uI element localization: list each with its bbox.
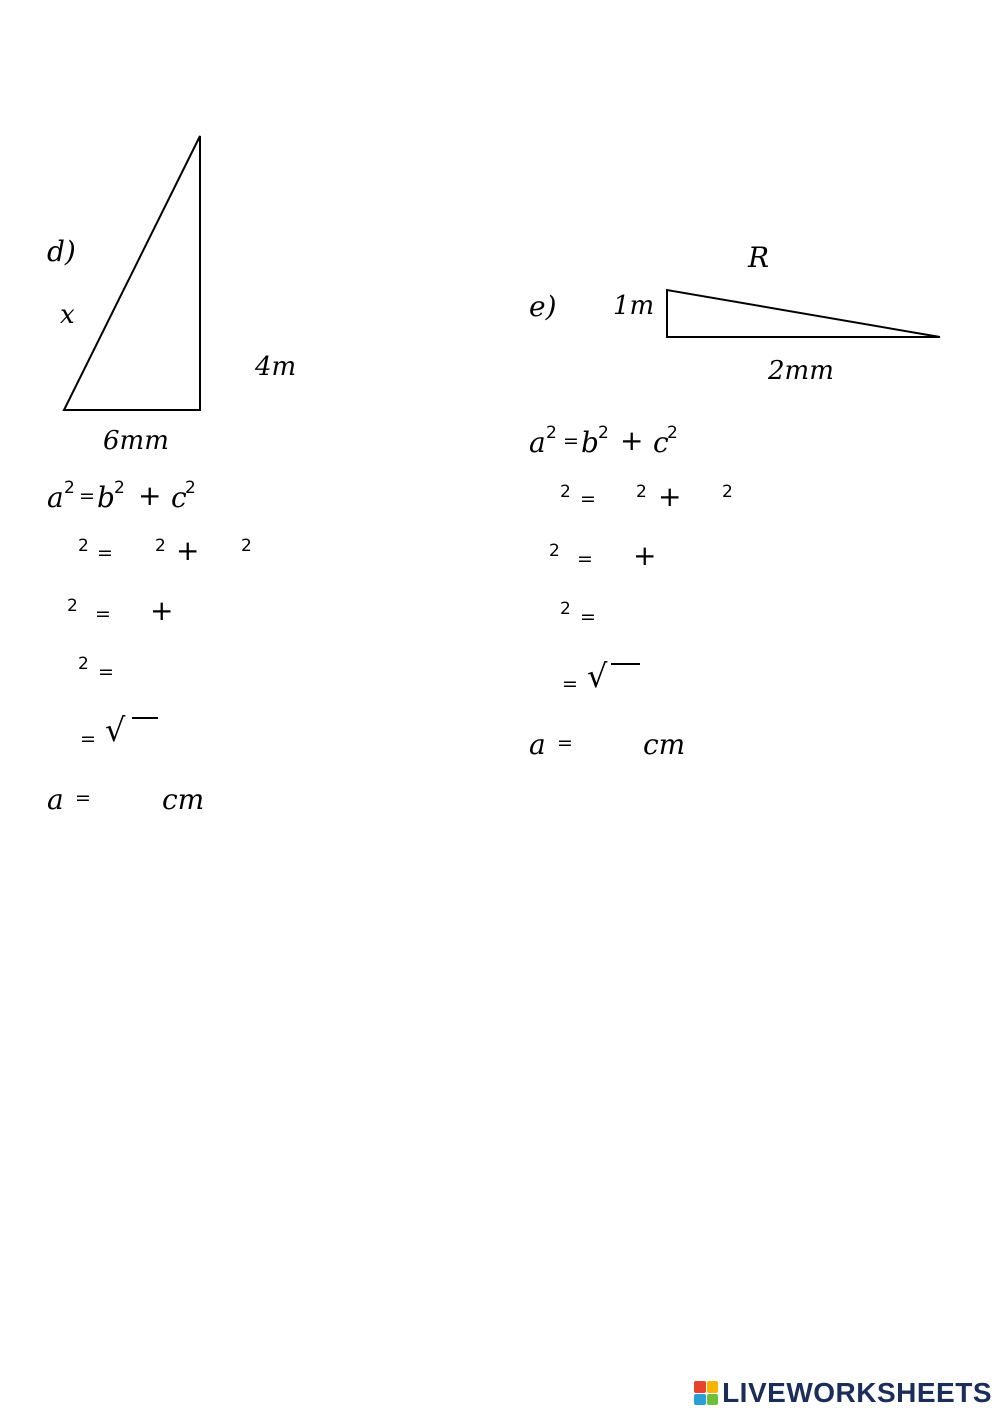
step-exp: 2 (241, 536, 252, 556)
step-exp: 2 (722, 482, 733, 502)
formula-c-exp: 2 (667, 423, 678, 443)
brand-name: LIVEWORKSHEETS (722, 1377, 992, 1408)
triangle-e (667, 290, 940, 337)
sqrt-icon: √ (587, 657, 608, 695)
triangle-d (64, 136, 200, 410)
formula-b: b (581, 426, 599, 459)
formula-c-exp: 2 (185, 478, 196, 498)
formula-a: a (529, 426, 546, 459)
liveworksheets-logo-icon (694, 1381, 718, 1405)
step-eq: = (580, 488, 596, 510)
formula-plus: + (138, 479, 162, 512)
step-eq: = (80, 728, 96, 750)
step-exp: 2 (155, 536, 166, 556)
liveworksheets-footer[interactable] (694, 1376, 992, 1410)
result-var: a (47, 783, 64, 816)
result-eq: = (557, 732, 573, 754)
formula-b: b (97, 481, 115, 514)
formula-c: c (171, 481, 187, 514)
logo-square (707, 1394, 719, 1406)
step-exp: 2 (636, 482, 647, 502)
side-short-label: 1m (613, 291, 655, 321)
step-exp: 2 (78, 654, 89, 674)
formula-b-exp: 2 (114, 478, 125, 498)
step-exp: 2 (78, 536, 89, 556)
problem-e-label: e) (529, 290, 557, 323)
step-exp: 2 (560, 599, 571, 619)
side-x-label: x (60, 300, 75, 330)
problem-d-label: d) (47, 235, 76, 268)
step-eq: = (580, 606, 596, 628)
step-plus: + (658, 480, 682, 513)
formula-a-exp: 2 (64, 478, 75, 498)
result-unit: cm (643, 728, 686, 761)
side-base-label: 6mm (103, 426, 169, 456)
step-exp: 2 (549, 541, 560, 561)
formula-b-exp: 2 (598, 423, 609, 443)
side-base-label: 2mm (768, 356, 834, 386)
step-plus: + (633, 539, 657, 572)
formula-a-exp: 2 (546, 423, 557, 443)
step-eq: = (97, 542, 113, 564)
formula-eq: = (563, 430, 579, 452)
step-plus: + (150, 594, 174, 627)
step-eq: = (98, 661, 114, 683)
formula-plus: + (620, 424, 644, 457)
formula-c: c (653, 426, 669, 459)
side-hyp-label: R (748, 241, 770, 274)
step-exp: 2 (67, 596, 78, 616)
step-eq: = (577, 548, 593, 570)
step-eq: = (562, 673, 578, 695)
step-eq: = (95, 603, 111, 625)
side-vertical-label: 4m (255, 352, 297, 382)
logo-square (694, 1381, 706, 1393)
logo-square (707, 1381, 719, 1393)
formula-eq: = (79, 485, 95, 507)
result-eq: = (75, 787, 91, 809)
result-unit: cm (162, 783, 205, 816)
result-var: a (529, 728, 546, 761)
logo-square (694, 1394, 706, 1406)
step-exp: 2 (560, 482, 571, 502)
sqrt-icon: √ (105, 711, 126, 749)
step-plus: + (176, 534, 200, 567)
formula-a: a (47, 481, 64, 514)
